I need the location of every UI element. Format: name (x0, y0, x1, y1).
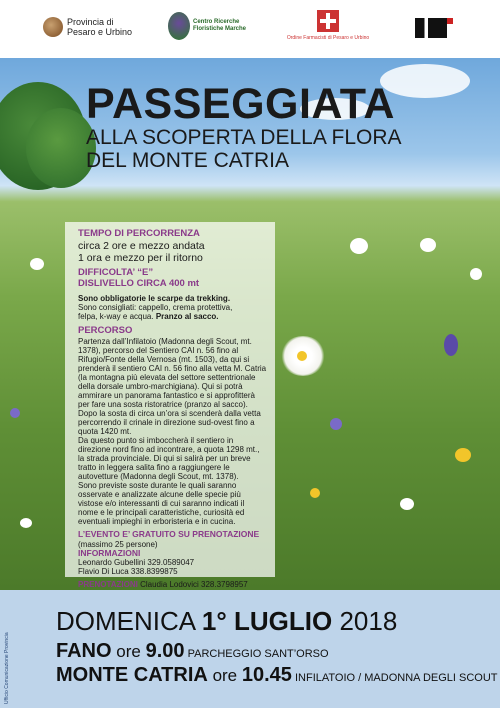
provincia-emblem-icon (43, 17, 63, 37)
informazioni-heading: INFORMAZIONI (78, 548, 141, 558)
percorso-line: 1378), percorso del Sentiero CAI n. 56 fino al (78, 346, 239, 355)
scarpe-line-3: felpa, k-way e acqua. Pranzo al sacco. (78, 312, 219, 321)
scarpe-line-1: Sono obbligatorie le scarpe da trekking. (78, 294, 231, 303)
page-title: PASSEGGIATA (86, 80, 395, 128)
iris-flower (10, 408, 20, 418)
percorso-line: prenderà il sentiero CAI n. 56 fino alla vetta M. Catria (78, 364, 267, 373)
percorso-line: Partenza dall’Infilatoio (Madonna degli Scout, mt. (78, 337, 252, 346)
fano-departure: FANO ore 9.00 PARCHEGGIO SANT’ORSO (56, 640, 329, 662)
percorso-line: percorrendo il crinale in direzione sud-ovest fino a (78, 418, 255, 427)
red-cross-icon (317, 10, 339, 32)
yellow-flower (310, 488, 320, 498)
narcissus-flower (20, 518, 32, 528)
dislivello-label: DISLIVELLO CIRCA 400 mt (78, 278, 200, 289)
narcissus-flower (350, 238, 368, 254)
provincia-logo (43, 17, 132, 37)
percorso-line: osservate e analizzate alcune delle specie più (78, 490, 241, 499)
info-contact-2: Flavio Di Luca 338.8399875 (78, 567, 178, 576)
subtitle-line-1: ALLA SCOPERTA DELLA FLORA (86, 126, 402, 149)
yellow-flower (455, 448, 471, 462)
centro-text: Centro Ricerche Floristiche Marche (193, 19, 247, 32)
percorso-line: direzione nord fino ad incontrare, a quota 1298 mt., (78, 445, 260, 454)
percorso-line: per fare una sosta ristoratrice (pranzo al sacco). (78, 400, 248, 409)
narcissus-center (297, 351, 307, 361)
ordine-farmacisti-logo (288, 10, 368, 41)
massimo-persone: (massimo 25 persone) (78, 540, 158, 549)
percorso-line: la strada provinciale. Di qui si salirà per un breve (78, 454, 251, 463)
percorso-line: della dorsale umbro-marchigiana). Qui si potrà (78, 382, 243, 391)
percorso-line: nome e le principali caratteristiche, curiosità ed (78, 508, 245, 517)
centro-ricerche-logo (168, 12, 246, 40)
vertical-credit: Ufficio Comunicazione Provincia (4, 632, 10, 704)
ordine-text: Ordine Farmacisti di Pesaro e Urbino (286, 35, 370, 41)
narcissus-flower (470, 268, 482, 280)
header-bar (0, 0, 500, 58)
percorso-line: quota 1420 mt. (78, 427, 132, 436)
difficolta-label: DIFFICOLTA’ “E” (78, 267, 154, 278)
percorso-line: eventuali impieghi in erboristeria e in cucina. (78, 517, 236, 526)
scarpe-line-2: Sono consigliati: cappello, crema protettiva, (78, 303, 233, 312)
subtitle-line-2: DEL MONTE CATRIA (86, 149, 290, 172)
sponsor-logo (415, 18, 447, 38)
percorso-line: Da questo punto si imboccherà il sentiero in (78, 436, 234, 445)
percorso-line: tratto in leggera salita fino a raggiungere le (78, 463, 230, 472)
flower-emblem-icon (168, 12, 190, 40)
percorso-line: vistose e/o interessanti di cui saranno indicati il (78, 499, 245, 508)
percorso-line: Sono previste soste durante le quali saranno (78, 481, 237, 490)
info-contact-1: Leonardo Gubellini 329.0589047 (78, 558, 195, 567)
tempo-heading: TEMPO DI PERCORRENZA (78, 228, 200, 239)
evento-gratuito: L’EVENTO E’ GRATUITO SU PRENOTAZIONE (78, 529, 260, 539)
percorso-heading: PERCORSO (78, 325, 133, 336)
catria-departure: MONTE CATRIA ore 10.45 INFILATOIO / MADONNA DEGLI SCOUT (56, 664, 498, 686)
sponsor-mark-icon (415, 18, 447, 38)
iris-flower (330, 418, 342, 430)
tempo-andata: circa 2 ore e mezzo andata (78, 240, 205, 252)
tempo-ritorno: 1 ora e mezzo per il ritorno (78, 252, 203, 264)
percorso-line: Dopo la sosta di circa un’ora si scenderà dalla vetta (78, 409, 261, 418)
narcissus-flower (30, 258, 44, 270)
event-date: DOMENICA 1° LUGLIO 2018 (56, 606, 398, 636)
narcissus-flower (400, 498, 414, 510)
narcissus-flower (420, 238, 436, 252)
prenotazioni-line: PRENOTAZIONI Claudia Lodovici 328.3798957 (78, 580, 248, 589)
percorso-line: Rifugio/Fonte della Vernosa (mt. 1503), da qui si (78, 355, 250, 364)
provincia-text: Provincia di Pesaro e Urbino (67, 17, 133, 37)
percorso-line: (la montagna più elevata del settore settentrionale (78, 373, 256, 382)
percorso-line: ammirare un panorama fantastico e si approfitterà (78, 391, 255, 400)
iris-flower (444, 334, 458, 356)
percorso-line: autovetture (Madonna degli Scout, mt. 1378). (78, 472, 239, 481)
